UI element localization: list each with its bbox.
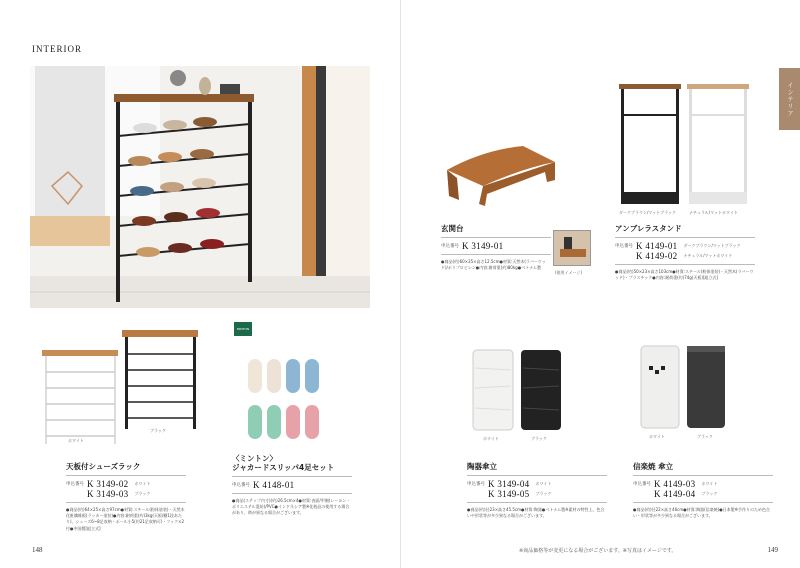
sku-label: 申込番号 <box>467 482 485 487</box>
genkan-inset-image <box>553 230 591 266</box>
side-tab: インテリア <box>779 68 800 130</box>
genkan-bench-image <box>443 140 559 210</box>
product-brand-name: 〈ミントン〉 <box>232 454 277 463</box>
shoe-rack-info <box>66 462 186 532</box>
sku-row <box>66 479 186 489</box>
sku-code: K 3149-05 <box>488 489 530 499</box>
sku-row <box>633 479 773 489</box>
umbrella-stand-white-image <box>687 84 751 206</box>
sku-label: 申込番号 <box>615 244 633 249</box>
sku-color: ダークブラウン/マットブラック <box>683 243 741 248</box>
sku-row <box>467 489 607 499</box>
sku-code: K 4149-02 <box>636 251 678 261</box>
right-page <box>400 0 800 568</box>
slippers-image <box>244 355 324 447</box>
product-name: 天板付シューズラック <box>66 462 141 471</box>
sku-code: K 4149-01 <box>636 241 678 251</box>
product-description: ●商品(約)径22×高さ46cm●材質:陶器(信楽焼)●日本製※手作りのため色合い・形状等が多少異なる場合がございます。 <box>633 507 771 519</box>
product-name: 陶器傘立 <box>467 462 497 471</box>
sku-color: ホワイト <box>701 481 718 486</box>
sku-code: K 3149-03 <box>87 489 129 499</box>
ceramic-umbrella-info <box>467 462 607 519</box>
product-name: ジャカードスリッパ4足セット <box>232 463 335 472</box>
ceramic-white-image <box>471 348 515 432</box>
footnote: ※商品価格等が変更になる場合がございます。※写真はイメージです。 <box>519 548 677 554</box>
shoe-rack-white-image <box>42 350 122 445</box>
sku-label: 申込番号 <box>441 244 459 249</box>
sku-color: ブラック <box>535 491 552 496</box>
brand-logo: MINTON <box>234 322 252 336</box>
page-number: 149 <box>767 546 778 554</box>
sku-color: ナチュラル/マットホワイト <box>683 253 733 258</box>
caption-black: ブラック <box>531 436 547 441</box>
caption-white: ナチュラル/マットホワイト <box>689 210 738 215</box>
sku-color: ブラック <box>701 491 718 496</box>
sku-code: K 4149-03 <box>654 479 696 489</box>
product-description: ●商品(約)64×25×高さ97cm●材質:スチール(粉体塗装)・天然木化粧繊維板(ラッカー塗装)●内容:耐荷重(約)3kg(天板/棚1段あたり)、シューズ6~8足収納・ポール小5(約21足収納可)・フック×2付●中国製[組立式] <box>66 507 185 531</box>
shigaraki-white-image <box>639 344 681 430</box>
page-number: 148 <box>32 546 43 554</box>
product-name: 玄関台 <box>441 224 464 233</box>
sku-label: 申込番号 <box>633 482 651 487</box>
sku-code: K 3149-04 <box>488 479 530 489</box>
sku-color: ホワイト <box>535 481 552 486</box>
product-description: ●商品(約)60×35×高さ12.5cm●材質:天然木(ラバーウッド)/ポリプロピレン●内容:耐荷重(約)80kg●ベトナム製 <box>441 259 546 271</box>
genkan-info <box>441 224 551 271</box>
sku-row <box>615 241 755 251</box>
sku-code: K 4148-01 <box>253 480 295 490</box>
sku-row <box>633 489 773 499</box>
slippers-info <box>232 454 352 517</box>
sku-color: ホワイト <box>134 481 151 486</box>
sku-code: K 3149-01 <box>462 241 504 251</box>
sku-color: ブラック <box>134 491 151 496</box>
sku-label: 申込番号 <box>66 482 84 487</box>
caption-white: ホワイト <box>649 434 665 439</box>
shigaraki-black-image <box>685 344 727 430</box>
sku-row <box>441 241 551 251</box>
shoe-rack-black-image <box>122 330 202 430</box>
ceramic-black-image <box>519 348 563 432</box>
sku-code: K 4149-04 <box>654 489 696 499</box>
sku-row <box>66 489 186 499</box>
section-title: INTERIOR <box>32 44 82 54</box>
sku-code: K 3149-02 <box>87 479 129 489</box>
hero-photo <box>30 66 370 308</box>
caption-black: ダークブラウン/マットブラック <box>619 210 676 215</box>
product-name: 信楽焼 傘立 <box>633 462 674 471</box>
product-name: アンブレラスタンド <box>615 224 682 233</box>
inset-caption: (使用イメージ) <box>555 270 583 275</box>
caption-black: ブラック <box>697 434 713 439</box>
sku-row <box>615 251 755 261</box>
umbrella-stand-black-image <box>619 84 683 206</box>
shigaraki-umbrella-info <box>633 462 773 519</box>
sku-row <box>467 479 607 489</box>
caption-white: ホワイト <box>483 436 499 441</box>
product-description: ●商品(ステップ内寸)(約)26.5cm×4●材質:表面/甲側(レーヨン・ポリエステル混紡)/PVC●インドネシア製※化粧品の使用する場合があり、時が異なる場合がございます。 <box>232 498 351 516</box>
product-description: ●商品(約)50×23×高さ103cm●材質:スチール(粉体塗装)・天然木(ラバーウッド)・プラスチック●内容:耐荷重(約)74g(天板)[組立式] <box>615 269 754 281</box>
caption-white: ホワイト <box>68 438 84 443</box>
sku-label: 申込番号 <box>232 483 250 488</box>
caption-black: ブラック <box>150 428 166 433</box>
product-description: ●商品(約)径23×高さ45.5cm●材質:陶器●ベトナム製※素材の特性上、色合いや形状等が多少異なる場合がございます。 <box>467 507 605 519</box>
umbrella-stand-info <box>615 224 755 281</box>
sku-row <box>232 480 352 490</box>
